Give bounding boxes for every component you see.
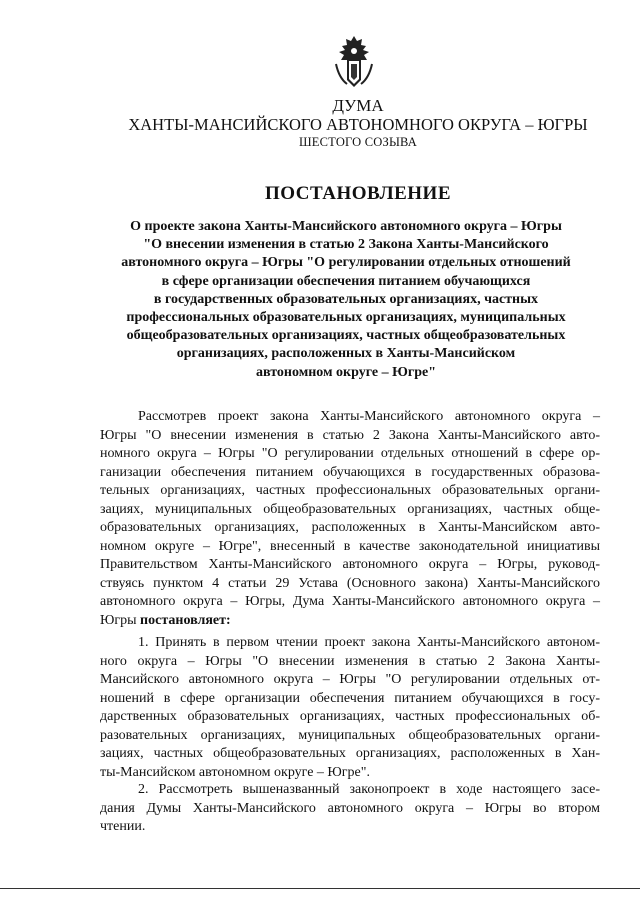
- subject-line: О проекте закона Ханты-Мансийского автономного округа – Югры: [130, 219, 562, 234]
- text-line: дарственных образовательных организациях, частных профессиональных об-: [100, 709, 600, 724]
- resolution-verb: постановляет:: [140, 612, 231, 628]
- convocation: ШЕСТОГО СОЗЫВА: [298, 135, 418, 149]
- text-line: разовательных организациях, муниципальных общеобразовательных органи-: [100, 727, 600, 743]
- text-line: чтении.: [100, 819, 146, 834]
- subject-line: профессиональных образовательных организациях, муниципальных: [126, 310, 566, 326]
- item-1-paragraph: [100, 634, 600, 782]
- organization-name: ДУМА: [332, 96, 384, 115]
- text-line: Правительством Ханты-Мансийского автономного округа – Югры, руковод-: [100, 557, 600, 572]
- subject-line: в сфере организации обеспечения питанием обучающихся: [161, 273, 531, 289]
- text-line: номного округа – Югры "О регулировании отдельных отношений в сфере ор-: [100, 446, 600, 461]
- subject-line: организациях, расположенных в Ханты-Мансийском: [176, 346, 516, 362]
- text-line: номном округе – Югре", внесенный в качестве законодательной инициативы: [100, 538, 600, 554]
- text-line: ного округа – Югры "О внесении изменения в статью 2 Закона Ханты-: [100, 653, 600, 669]
- text-line: ганизации обеспечения питанием обучающихся в государственных образова-: [100, 464, 600, 480]
- document-type-title: ПОСТАНОВЛЕНИЕ: [264, 183, 452, 204]
- text-line: ты-Мансийском автономном округе – Югре".: [100, 764, 370, 780]
- text-line: ношений в сфере организации обеспечения питанием обучающихся в госу-: [100, 690, 600, 706]
- text-fragment: Югры: [100, 612, 141, 628]
- text-line: дания Думы Ханты-Мансийского автономного округа – Югры во втором: [100, 800, 600, 816]
- item-2-paragraph: [100, 781, 600, 837]
- text-line: Югры "О внесении изменения в статью 2 Закона Ханты-Мансийского авто-: [100, 427, 600, 443]
- subject-line: общеобразовательных организациях, частных общеобразовательных: [126, 328, 566, 344]
- document-subject: [96, 218, 596, 382]
- text-line: ствуясь пунктом 4 статьи 29 Устава (Основного закона) Ханты-Мансийского: [100, 575, 600, 591]
- page-bottom-rule: [0, 888, 640, 889]
- subject-line: "О внесении изменения в статью 2 Закона Ханты-Мансийского: [143, 237, 549, 253]
- subject-line: автономном округе – Югре": [255, 364, 437, 380]
- text-line: зациях, муниципальных общеобразовательных организациях, частных обще-: [100, 501, 600, 517]
- text-line: [100, 612, 600, 631]
- text-line: Мансийского автономного округа – Югры "О регулировании отдельных от-: [100, 672, 600, 687]
- text-line: тельных организациях, частных профессиональных образовательных органи-: [100, 483, 600, 498]
- subject-line: в государственных образовательных организациях, частных: [153, 291, 539, 307]
- coat-of-arms-icon: [333, 34, 375, 90]
- text-line: 2. Рассмотреть вышеназванный законопроект в ходе настоящего засе-: [138, 782, 600, 797]
- subject-line: автономного округа – Югры "О регулировании отдельных отношений: [121, 255, 571, 271]
- text-line: Рассмотрев проект закона Ханты-Мансийского автономного округа –: [138, 409, 600, 424]
- preamble-paragraph: [100, 408, 600, 630]
- text-line: образовательных организациях, расположенных в Ханты-Мансийском авто-: [100, 520, 600, 535]
- text-line: автономного округа – Югры, Дума Ханты-Мансийского автономного округа –: [100, 594, 600, 609]
- region-name: ХАНТЫ-МАНСИЙСКОГО АВТОНОМНОГО ОКРУГА – ЮГРЫ: [128, 115, 588, 134]
- text-line: 1. Принять в первом чтении проект закона Ханты-Мансийского автоном-: [138, 635, 600, 650]
- text-line: зациях, частных общеобразовательных организациях, расположенных в Хан-: [100, 746, 600, 761]
